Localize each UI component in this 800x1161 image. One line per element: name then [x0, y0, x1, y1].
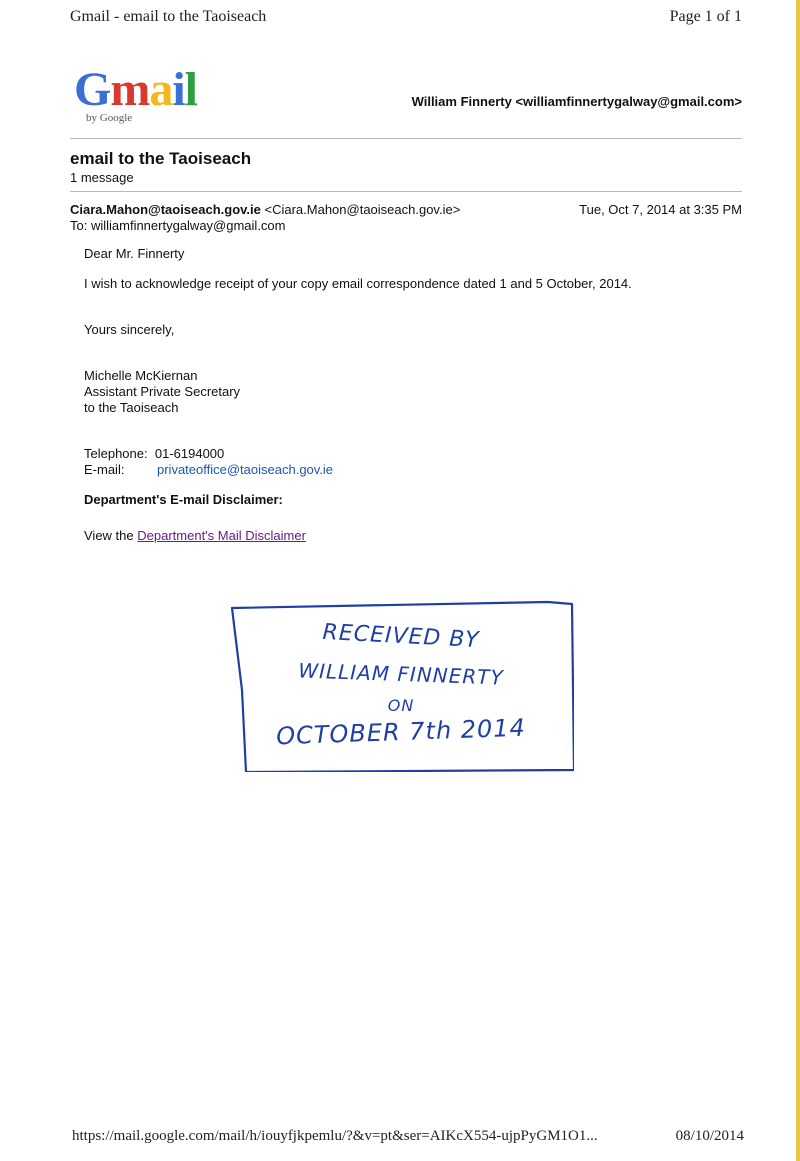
- by-google-label: by Google: [86, 112, 133, 124]
- message-meta: [70, 202, 742, 233]
- closing: Yours sincerely,: [84, 322, 175, 337]
- thread-divider: [70, 191, 742, 192]
- print-date: 08/10/2014: [675, 1128, 744, 1144]
- gmail-logo-text: Gmail: [74, 63, 198, 116]
- print-url: https://mail.google.com/mail/h/iouyfjkpemlu/?&v=pt&ser=AIKcX554-ujpPyGM1O1...: [72, 1128, 598, 1144]
- disclaimer-link[interactable]: Department's Mail Disclaimer: [137, 528, 306, 543]
- signature-name: Michelle McKiernan: [84, 368, 198, 383]
- recipient: To: williamfinnertygalway@gmail.com: [70, 218, 286, 233]
- stamp-line-2: WILLIAM FINNERTY: [297, 658, 505, 690]
- header-divider: [70, 138, 742, 139]
- thread-subject: email to the Taoiseach: [70, 149, 252, 168]
- print-footer: [72, 1128, 744, 1145]
- gmail-logo: [74, 63, 214, 130]
- stamp-line-4: OCTOBER 7th 2014: [275, 713, 527, 751]
- message-body: [84, 246, 720, 544]
- email-label: E-mail:: [84, 462, 125, 477]
- email-line: [84, 462, 720, 478]
- account-owner: William Finnerty <williamfinnertygalway@gmail.com>: [411, 94, 742, 109]
- disclaimer-line: [84, 528, 720, 544]
- telephone-label: Telephone:: [84, 446, 148, 461]
- disclaimer-heading: Department's E-mail Disclaimer:: [84, 492, 283, 507]
- greeting: Dear Mr. Finnerty: [84, 246, 185, 261]
- view-prefix: View the: [84, 528, 134, 543]
- telephone-number: 01-6194000: [154, 446, 225, 461]
- print-title: Gmail - email to the Taoiseach: [70, 8, 267, 25]
- stamp-line-1: RECEIVED BY: [321, 619, 481, 654]
- signature-org: to the Taoiseach: [84, 400, 179, 415]
- page-edge: [796, 0, 800, 1161]
- telephone-line: [84, 446, 720, 462]
- print-header: [70, 8, 742, 26]
- signature-title: Assistant Private Secretary: [84, 384, 241, 399]
- sender-name: Ciara.Mahon@taoiseach.gov.ie: [70, 202, 261, 217]
- page-number: Page 1 of 1: [669, 8, 742, 25]
- message-date: Tue, Oct 7, 2014 at 3:35 PM: [579, 202, 742, 217]
- stamp-line-3: ON: [387, 696, 415, 715]
- sender-address: <Ciara.Mahon@taoiseach.gov.ie>: [264, 202, 461, 217]
- office-email-link[interactable]: privateoffice@taoiseach.gov.ie: [157, 462, 334, 477]
- message-count: 1 message: [70, 170, 134, 185]
- handwritten-received-stamp: [228, 600, 574, 772]
- body-paragraph: I wish to acknowledge receipt of your copy email correspondence dated 1 and 5 October, 2014.: [84, 276, 632, 291]
